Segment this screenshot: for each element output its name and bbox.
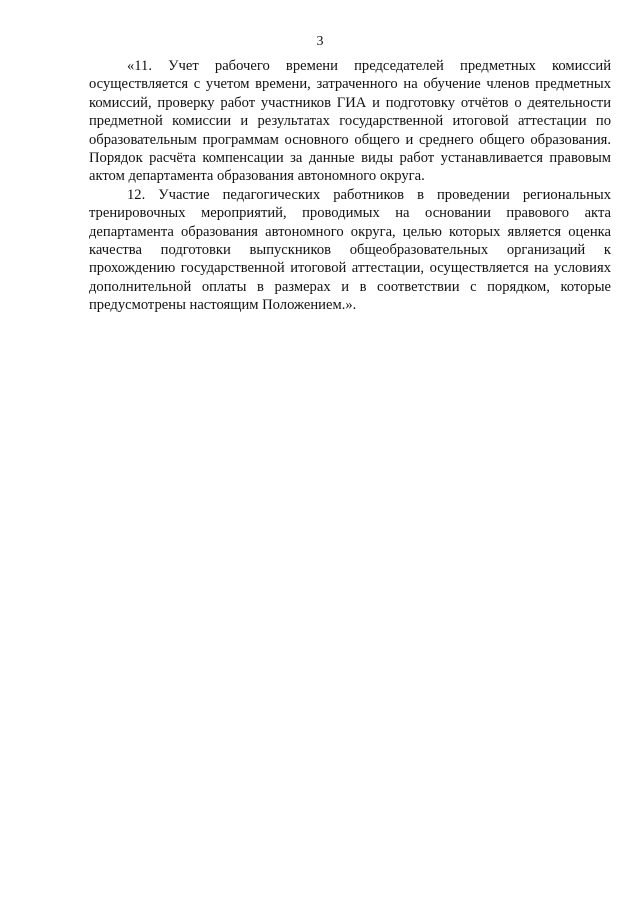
page-number: 3 [316,34,324,49]
document-body [89,57,611,315]
paragraph-12: 12. Участие педагогических работников в проведении региональных тренировочных мероприятий, проводимых на основании правового акта департамента образования автономного округа, целью которых является оценка качества подготовки выпускников общеобразовательных организаций к прохождению государственной итоговой аттестации, осуществляется на условиях дополнительной оплаты в размерах и в соответствии с порядком, которые предусмотрены настоящим Положением.». [89,186,611,314]
paragraph-11: «11. Учет рабочего времени председателей предметных комиссий осуществляется с учетом времени, затраченного на обучение членов предметных комиссий, проверку работ участников ГИА и подготовку отчётов о деятельности предметной комиссии и результатах государственной итоговой аттестации по образовательным программам основного общего и среднего общего образования. Порядок расчёта компенсации за данные виды работ устанавливается правовым актом департамента образования автономного округа. [89,58,611,185]
